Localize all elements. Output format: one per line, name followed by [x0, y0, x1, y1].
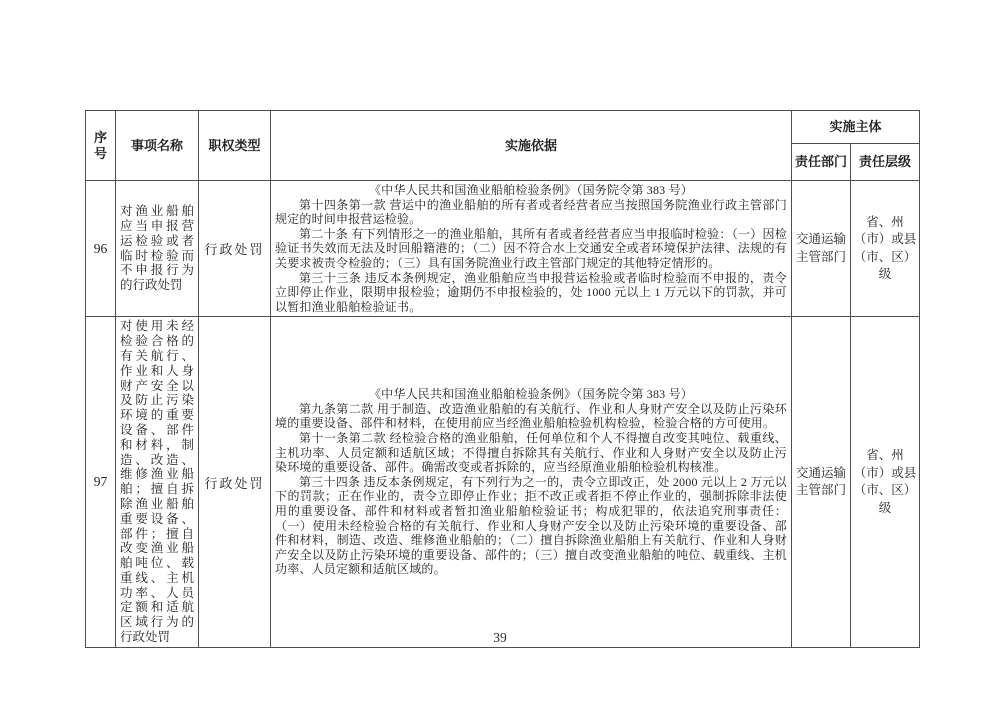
row-96-item-name: 对渔业船舶应当申报营运检验或者临时检验而不申报行为的行政处罚	[116, 181, 199, 317]
regulation-table	[85, 110, 920, 648]
row-96-level: 省、州（市）或县（市、区）级	[851, 181, 920, 317]
row-96-basis-article: 第三十三条 违反本条例规定，渔业船舶应当申报营运检验或者临时检验而不申报的，责令立即停止作业，限期申报检验；逾期仍不申报检验的，处 1000 元以上 1 万元以下的罚款，并可以暂扣渔业船舶检验证书。	[275, 270, 787, 314]
row-97-power-type: 行政处罚	[199, 317, 271, 648]
page-number: 39	[493, 630, 507, 645]
row-96-index: 96	[86, 181, 116, 317]
row-96-basis-article: 第十四条第一款 营运中的渔业船舶的所有者或者经营者应当按照国务院渔业行政主管部门规定的时间申报营运检验。	[275, 197, 787, 227]
row-97-basis-article: 第三十四条 违反本条例规定，有下列行为之一的，责令立即改正，处 2000 元以上 2 万元以下的罚款；正在作业的，责令立即停止作业；拒不改正或者拒不停止作业的，强制拆除非法使用的重要设备、部件和材料或者暂扣渔业船舶检验证书；构成犯罪的，依法追究刑事责任：（一）使用未经检验合格的有关航行、作业和人身财产安全以及防止污染环境的重要设备、部件和材料，制造、改造、维修渔业船舶的；（二）擅自拆除渔业船舶上有关航行、作业和人身财产安全以及防止污染环境的重要设备、部件的；（三）擅自改变渔业船舶的吨位、载重线、主机功率、人员定额和适航区域的。	[275, 474, 787, 577]
table-row-96	[86, 181, 920, 317]
header-subject: 实施主体	[792, 111, 920, 144]
header-department: 责任部门	[792, 144, 851, 181]
header-row-top	[86, 111, 920, 144]
row-96-department: 交通运输主管部门	[792, 181, 851, 317]
row-97-level: 省、州（市）或县（市、区）级	[851, 317, 920, 648]
header-basis: 实施依据	[271, 111, 792, 181]
row-96-basis-title: 《中华人民共和国渔业船舶检验条例》（国务院令第 383 号）	[368, 183, 693, 197]
header-power-type: 职权类型	[199, 111, 271, 181]
row-97-basis-title: 《中华人民共和国渔业船舶检验条例》（国务院令第 383 号）	[368, 387, 693, 402]
row-97-department: 交通运输主管部门	[792, 317, 851, 648]
row-97-basis-article: 第九条第二款 用于制造、改造渔业船舶的有关航行、作业和人身财产安全以及防止污染环境的重要设备、部件和材料，在使用前应当经渔业船舶检验机构检验，检验合格的方可使用。	[275, 401, 787, 431]
row-97-basis	[271, 317, 792, 648]
table-row-97	[86, 317, 920, 648]
row-96-basis-article: 第二十条 有下列情形之一的渔业船舶，其所有者或者经营者应当申报临时检验：（一）因检验证书失效而无法及时回船籍港的；（二）因不符合水上交通安全或者环境保护法律、法规的有关要求被责令检验的；（三）具有国务院渔业行政主管部门规定的其他特定情形的。	[275, 226, 787, 270]
header-index: 序号	[86, 111, 116, 181]
header-level: 责任层级	[851, 144, 920, 181]
row-96-power-type: 行政处罚	[199, 181, 271, 317]
row-96-basis	[271, 181, 792, 317]
row-97-item-name: 对使用未经检验合格的有关航行、作业和人身财产安全以及防止污染环境的重要设备、部件和材料，制造、改造、维修渔业船舶；擅自拆除渔业船舶重要设备、部件；擅自改变渔业船舶吨位、载重线、主机功率、人员定额和适航区域行为的行政处罚	[116, 317, 199, 648]
row-97-index: 97	[86, 317, 116, 648]
row-97-basis-article: 第十一条第二款 经检验合格的渔业船舶，任何单位和个人不得擅自改变其吨位、载重线、主机功率、人员定额和适航区域；不得擅自拆除其有关航行、作业和人身财产安全以及防止污染环境的重要设备、部件。确需改变或者拆除的，应当经原渔业船舶检验机构核准。	[275, 431, 787, 475]
header-item-name: 事项名称	[116, 111, 199, 181]
